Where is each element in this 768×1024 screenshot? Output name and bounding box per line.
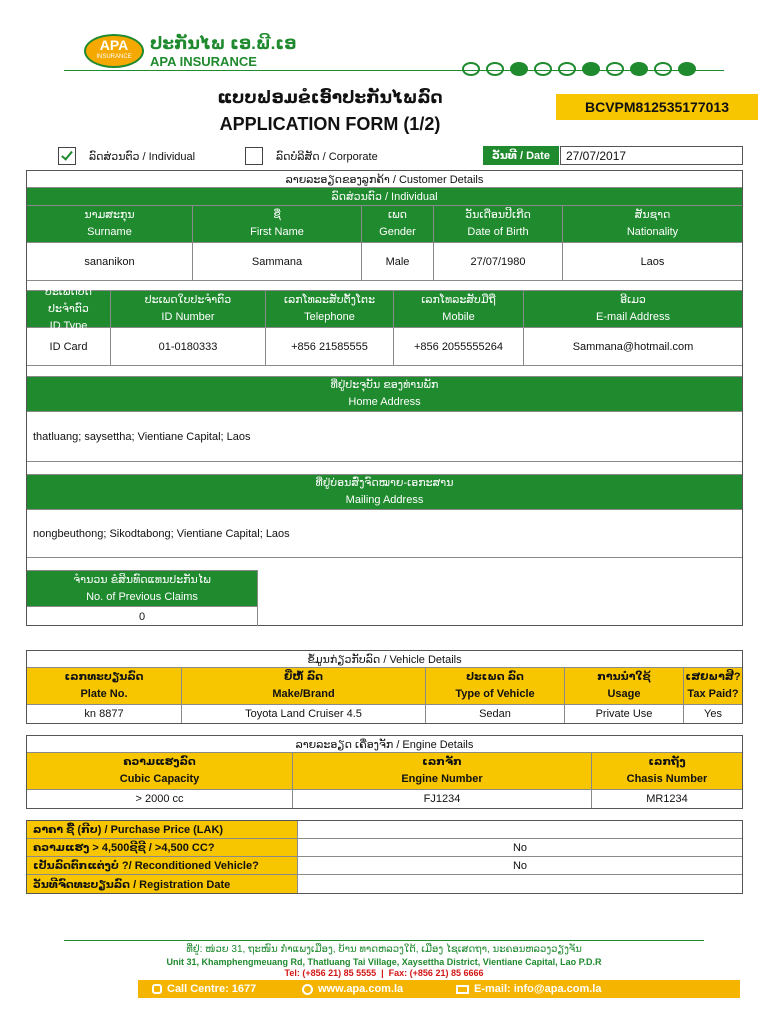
first-name-value[interactable]: Sammana <box>193 243 362 281</box>
footer-address-en: Unit 31, Khamphengmeuang Rd, Thatluang Tai Village, Xaysettha District, Vientiane Capital, Lao P.D.R <box>166 957 602 967</box>
cubic-capacity-header-en: Cubic Capacity <box>119 773 200 785</box>
check-icon <box>61 148 73 160</box>
footer-rule <box>64 940 704 941</box>
plane-icon <box>654 62 672 76</box>
dob-value[interactable]: 27/07/1980 <box>434 243 563 281</box>
building-icon <box>678 62 696 76</box>
engine-number-header-lao: ເລກຈັກ <box>422 756 462 768</box>
telephone-header-lao: ເລກໂທລະສັບຕັ້ງໂຕະ <box>283 294 376 306</box>
globe-icon <box>302 984 313 995</box>
usage-header-en: Usage <box>607 688 641 700</box>
nationality-header <box>563 206 742 243</box>
id-number-value[interactable]: 01-0180333 <box>111 328 266 366</box>
vehicle-section-title: ຂໍ້ມູນກ່ຽວກັບລົດ / Vehicle Details <box>27 651 742 668</box>
motorbike-icon <box>582 62 600 76</box>
ship-icon <box>630 62 648 76</box>
chasis-number-value[interactable]: MR1234 <box>646 793 688 805</box>
first-name-header-en: First Name <box>250 226 304 238</box>
surname-header <box>27 206 193 243</box>
tax-paid-value[interactable]: Yes <box>704 708 722 720</box>
registration-date-label: ວັນທີຈົດທະບຽນລົດ / Registration Date <box>27 875 298 893</box>
website-link[interactable] <box>302 982 403 996</box>
first-name-header-lao: ຊື່ <box>273 209 281 221</box>
make-header <box>182 668 426 705</box>
email-header <box>524 290 742 328</box>
engine-number-value[interactable]: FJ1234 <box>293 790 592 808</box>
footer-address-lao: ທີ່ຢູ່: ໜ່ວຍ 31, ຖະໜົນ ກຳແພງເມືອງ, ບ້ານ ທາດຫລວງໃຕ້, ເມືອງ ໄຊເສດຖາ, ນະຄອນຫລວງວຽງຈັນ <box>186 944 582 955</box>
home-address-header <box>27 376 742 412</box>
usage-header <box>565 668 684 705</box>
family-icon <box>462 62 480 76</box>
telephone-header-en: Telephone <box>304 311 355 323</box>
individual-checkbox[interactable] <box>58 147 76 165</box>
cubic-capacity-header <box>27 753 293 790</box>
car-icon <box>510 62 528 76</box>
email-header-en: E-mail Address <box>596 311 670 323</box>
email-text: E-mail: info@apa.com.la <box>474 983 602 995</box>
cubic-capacity-value[interactable]: > 2000 cc <box>27 790 293 808</box>
engine-number-header-en: Engine Number <box>401 773 483 785</box>
mailing-address-header <box>27 474 742 510</box>
date-field[interactable]: 27/07/2017 <box>560 146 743 165</box>
id-type-header <box>27 285 111 332</box>
call-centre-text: Call Centre: 1677 <box>167 983 257 995</box>
purchase-price-label: ລາຄາ ຊື້ (ກີບ) / Purchase Price (LAK) <box>27 821 298 839</box>
logo-name-en: APA INSURANCE <box>150 54 257 69</box>
purchase-price-value[interactable] <box>298 821 742 839</box>
heart-icon <box>486 62 504 76</box>
home-address-header-lao: ທີ່ຢູ່ປະຈຸບັນ ຂອງທ່ານພັກ <box>330 379 439 391</box>
policy-code: BCVPM812535177013 <box>556 94 758 120</box>
claims-value[interactable]: 0 <box>27 607 258 626</box>
id-type-header-en: ID Type <box>49 319 88 332</box>
claims-header-en: No. of Previous Claims <box>86 590 198 603</box>
make-header-en: Make/Brand <box>272 688 335 700</box>
gender-header-lao: ເພດ <box>387 209 408 221</box>
mobile-header <box>394 290 524 328</box>
reconditioned-label: ເປັນລົດຕົກແຕ່ງບໍ ?/ Reconditioned Vehicle? <box>27 857 298 875</box>
nationality-header-lao: ສັນຊາດ <box>634 209 671 221</box>
home-address-header-en: Home Address <box>348 396 421 408</box>
individual-label: ລົດສ່ວນຕົວ / Individual <box>89 151 196 163</box>
corporate-label: ລົດບໍລິສັດ / Corporate <box>276 151 378 163</box>
envelope-icon <box>456 985 469 994</box>
phone-icon <box>152 984 162 994</box>
dob-header <box>434 206 563 243</box>
over-4500cc-label: ຄວາມແຮງ > 4,500ຊີຊີ / >4,500 CC? <box>27 839 298 857</box>
logo <box>84 32 344 72</box>
id-number-header <box>111 290 266 328</box>
surname-header-en: Surname <box>87 226 132 238</box>
claims-header <box>27 570 258 607</box>
surname-value[interactable]: sananikon <box>27 243 193 281</box>
make-header-lao: ຍີ່ຫໍ້ ລົດ <box>284 671 323 683</box>
logo-badge-sub: INSURANCE <box>96 54 132 60</box>
plate-value[interactable]: kn 8877 <box>27 705 182 723</box>
house-icon <box>606 62 624 76</box>
id-type-header-lao: ປະເພດບັດປະຈຳຕົວ <box>44 285 93 315</box>
vehicle-type-value[interactable]: Sedan <box>426 705 565 723</box>
cubic-capacity-header-lao: ຄວາມແຮງລົດ <box>123 756 196 768</box>
nationality-value[interactable]: Laos <box>563 243 742 281</box>
logo-name-lao: ປະກັນໄພ ເອ.ພີ.ເອ <box>150 34 297 53</box>
truck-icon <box>558 62 576 76</box>
plate-header-lao: ເລກທະບຽນລົດ <box>64 671 144 683</box>
customer-sub-title: ລົດສ່ວນຕົວ / Individual <box>27 188 742 206</box>
chasis-number-header-en: Chasis Number <box>626 773 708 785</box>
tax-paid-header <box>684 668 742 705</box>
service-icons <box>462 62 722 78</box>
logo-badge-text: APA <box>99 37 129 53</box>
tax-paid-header-lao: ເສຍພາສີ? <box>685 671 741 683</box>
chasis-number-header-lao: ເລກຖັງ <box>648 756 686 768</box>
bus-icon <box>534 62 552 76</box>
usage-header-lao: ການນຳໃຊ້ <box>597 671 651 683</box>
engine-number-header <box>293 753 592 790</box>
email-value[interactable]: Sammana@hotmail.com <box>524 328 742 366</box>
mailing-address-header-lao: ທີ່ຢູ່ບ່ອນສົ່ງຈົດໝາຍ-ເອກະສານ <box>315 477 454 489</box>
telephone-header <box>266 290 394 328</box>
mobile-header-en: Mobile <box>442 311 475 323</box>
make-value[interactable]: Toyota Land Cruiser 4.5 <box>182 705 426 723</box>
registration-date-value[interactable] <box>298 875 742 893</box>
gender-value[interactable]: Male <box>362 243 434 281</box>
reconditioned-value[interactable]: No <box>298 857 742 875</box>
plate-header <box>27 668 182 705</box>
id-type-value[interactable]: ID Card <box>27 328 111 366</box>
vehicle-type-header-lao: ປະເພດ ລົດ <box>466 671 524 683</box>
email-link[interactable] <box>456 982 601 996</box>
plate-header-en: Plate No. <box>80 688 128 700</box>
engine-section-title: ລາຍລະອຽດ ເຄື່ອງຈັກ / Engine Details <box>27 736 742 753</box>
mailing-address-value[interactable]: nongbeuthong; Sikodtabong; Vientiane Capital; Laos <box>27 510 742 558</box>
gender-header-en: Gender <box>379 226 416 238</box>
over-4500cc-value[interactable]: No <box>298 839 742 857</box>
vehicle-type-header <box>426 668 565 705</box>
customer-section-title: ລາຍລະອຽດຂອງລູກຄ້າ / Customer Details <box>27 171 742 188</box>
tax-paid-header-en: Tax Paid? <box>687 688 739 700</box>
first-name-header <box>193 206 362 243</box>
gender-header <box>362 206 434 243</box>
date-label: ວັນທີ / Date <box>483 146 559 165</box>
mailing-address-header-en: Mailing Address <box>345 494 424 506</box>
telephone-value[interactable]: +856 21585555 <box>266 328 394 366</box>
email-header-lao: ອີເມວ <box>620 294 646 306</box>
footer-telfax: Tel: (+856 21) 85 5555 | Fax: (+856 21) 85 6666 <box>284 968 484 978</box>
mobile-value[interactable]: +856 2055555264 <box>394 328 524 366</box>
corporate-checkbox[interactable] <box>245 147 263 165</box>
title-en: APPLICATION FORM (1/2) <box>219 114 441 134</box>
call-centre[interactable] <box>152 982 256 996</box>
chasis-number-header <box>592 753 742 790</box>
surname-header-lao: ນາມສະກຸນ <box>84 209 135 221</box>
mobile-header-lao: ເລກໂທລະສັບມືຖື <box>421 294 496 306</box>
home-address-value[interactable]: thatluang; saysettha; Vientiane Capital; Laos <box>27 412 742 462</box>
claims-header-lao: ຈຳນວນ ຂໍສິນທົດແທນປະກັນໄພ <box>73 573 211 586</box>
dob-header-en: Date of Birth <box>467 226 529 238</box>
title-lao: ແບບຟອມຂໍເອົາປະກັນໄພລົດ <box>217 88 443 107</box>
id-number-header-en: ID Number <box>161 311 215 323</box>
vehicle-type-header-en: Type of Vehicle <box>455 688 535 700</box>
nationality-header-en: Nationality <box>626 226 679 238</box>
website-text: www.apa.com.la <box>318 983 404 995</box>
logo-badge <box>84 34 144 68</box>
usage-value[interactable]: Private Use <box>565 705 684 723</box>
id-number-header-lao: ປະເພດໃບປະຈຳຕົວ <box>144 294 232 306</box>
dob-header-lao: ວັນເດືອນປີເກີດ <box>465 209 531 221</box>
